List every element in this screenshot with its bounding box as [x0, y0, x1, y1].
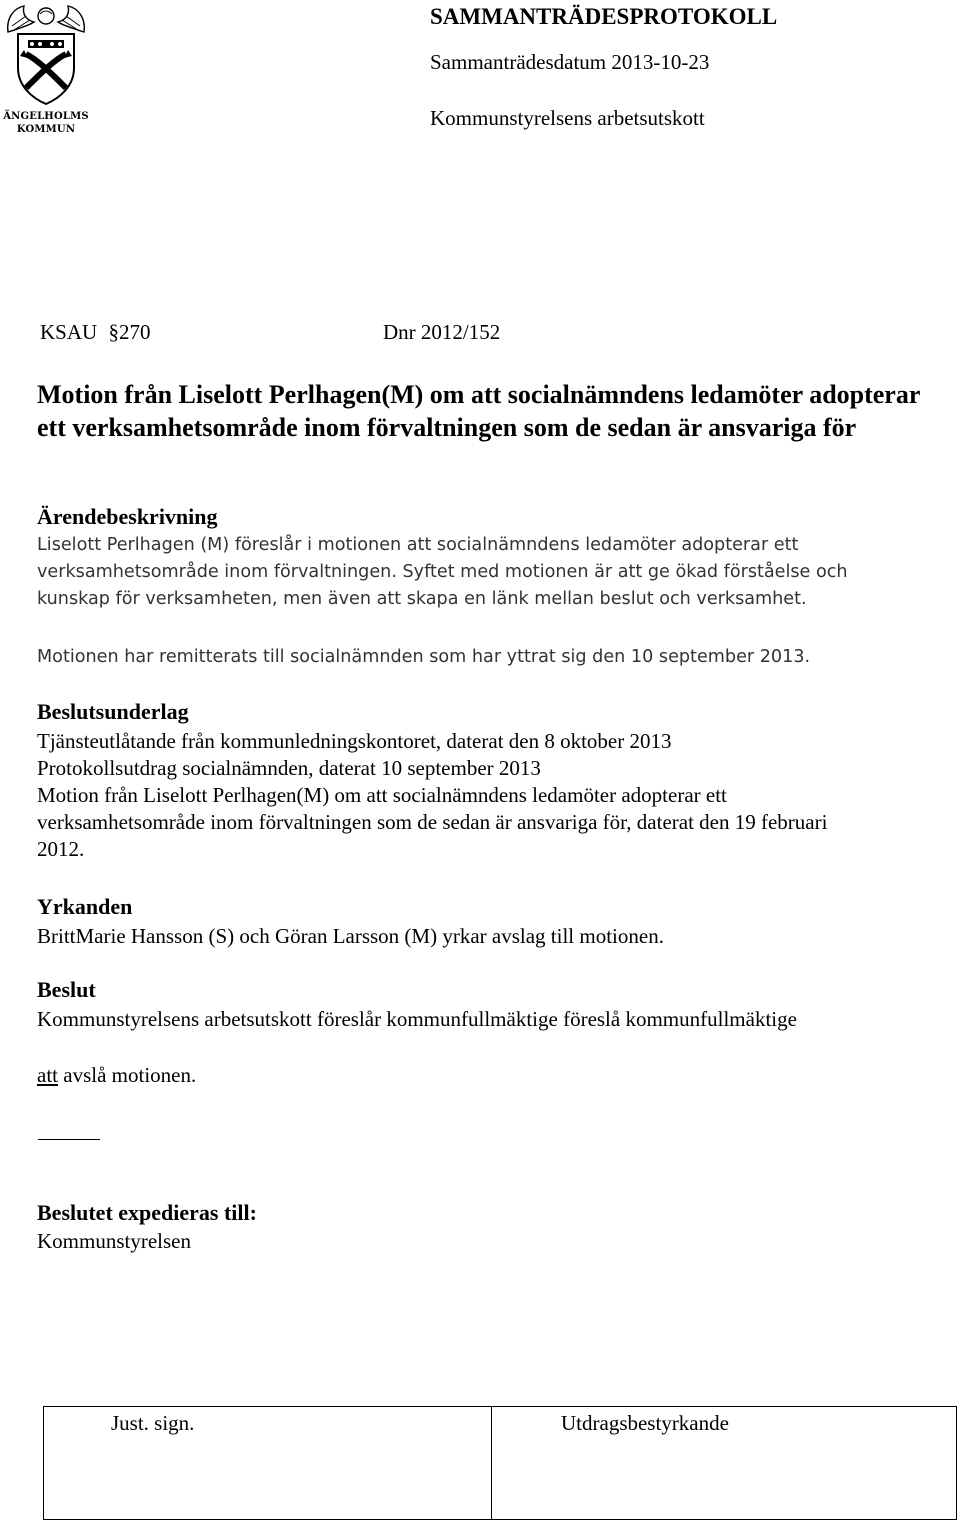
coat-of-arms-icon: [4, 2, 88, 108]
heading-yrkanden: Yrkanden: [37, 894, 133, 919]
logo-text-line1: ÄNGELHOLMS: [3, 111, 89, 122]
description-line: kunskap för verksamheten, men även att skapa en länk mellan beslut och verksamhet.: [37, 589, 807, 609]
heading-arendebeskrivning: Ärendebeskrivning: [37, 504, 218, 529]
heading-beslutsunderlag: Beslutsunderlag: [37, 699, 189, 724]
paragraph-reference: [40, 320, 150, 345]
signature-box: [43, 1406, 957, 1520]
case-title: Motion från Liselott Perlhagen(M) om att socialnämndens ledamöter adopterar ett verksamhetsområde inom förvaltningen som de sedan är ansvariga för: [37, 380, 920, 442]
basis-item: verksamhetsområde inom förvaltningen som de sedan är ansvariga för, daterat den 19 februari: [37, 810, 828, 834]
meeting-date: Sammanträdesdatum 2013-10-23: [430, 50, 710, 74]
decision-clause-text: avslå motionen.: [58, 1063, 197, 1087]
signature-divider: [491, 1407, 492, 1519]
basis-item: Protokollsutdrag socialnämnden, daterat 10 september 2013: [37, 756, 541, 780]
description-line: verksamhetsområde inom förvaltningen. Syftet med motionen är att ge ökad förståelse och: [37, 562, 848, 582]
description-line: Liselott Perlhagen (M) föreslår i motionen att socialnämndens ledamöter adopterar ett: [37, 535, 799, 555]
att-keyword: att: [37, 1063, 58, 1087]
ksau-label: KSAU: [40, 320, 98, 344]
basis-item: Motion från Liselott Perlhagen(M) om att socialnämndens ledamöter adopterar ett: [37, 783, 727, 807]
heading-expedieras: Beslutet expedieras till:: [37, 1200, 257, 1225]
recipient: Kommunstyrelsen: [37, 1229, 191, 1253]
committee-name: Kommunstyrelsens arbetsutskott: [430, 106, 705, 130]
basis-item: 2012.: [37, 837, 85, 861]
basis-item: Tjänsteutlåtande från kommunledningskontoret, daterat den 8 oktober 2013: [37, 729, 672, 753]
separator-line: [38, 1139, 100, 1140]
decision-clause: [37, 1062, 947, 1089]
paragraph-number: 270: [118, 320, 151, 344]
description-paragraph: [37, 532, 942, 613]
referral-paragraph: Motionen har remitterats till socialnämnden som har yttrat sig den 10 september 2013.: [37, 647, 811, 667]
section-sign: §: [108, 320, 119, 344]
decision-text: Kommunstyrelsens arbetsutskott föreslår kommunfullmäktige föreslå kommunfullmäktige: [37, 1007, 797, 1031]
adjuster-signature-label: Just. sign.: [111, 1411, 195, 1435]
municipality-logo: [0, 0, 92, 150]
decision-basis-list: [37, 728, 947, 863]
document-type-title: SAMMANTRÄDESPROTOKOLL: [430, 4, 778, 29]
motions-text: BrittMarie Hansson (S) och Göran Larsson (M) yrkar avslag till motionen.: [37, 924, 664, 948]
logo-text-line2: KOMMUN: [16, 124, 76, 135]
extract-certification-label: Utdragsbestyrkande: [561, 1411, 729, 1435]
diary-number: Dnr 2012/152: [383, 320, 501, 344]
heading-beslut: Beslut: [37, 977, 96, 1002]
